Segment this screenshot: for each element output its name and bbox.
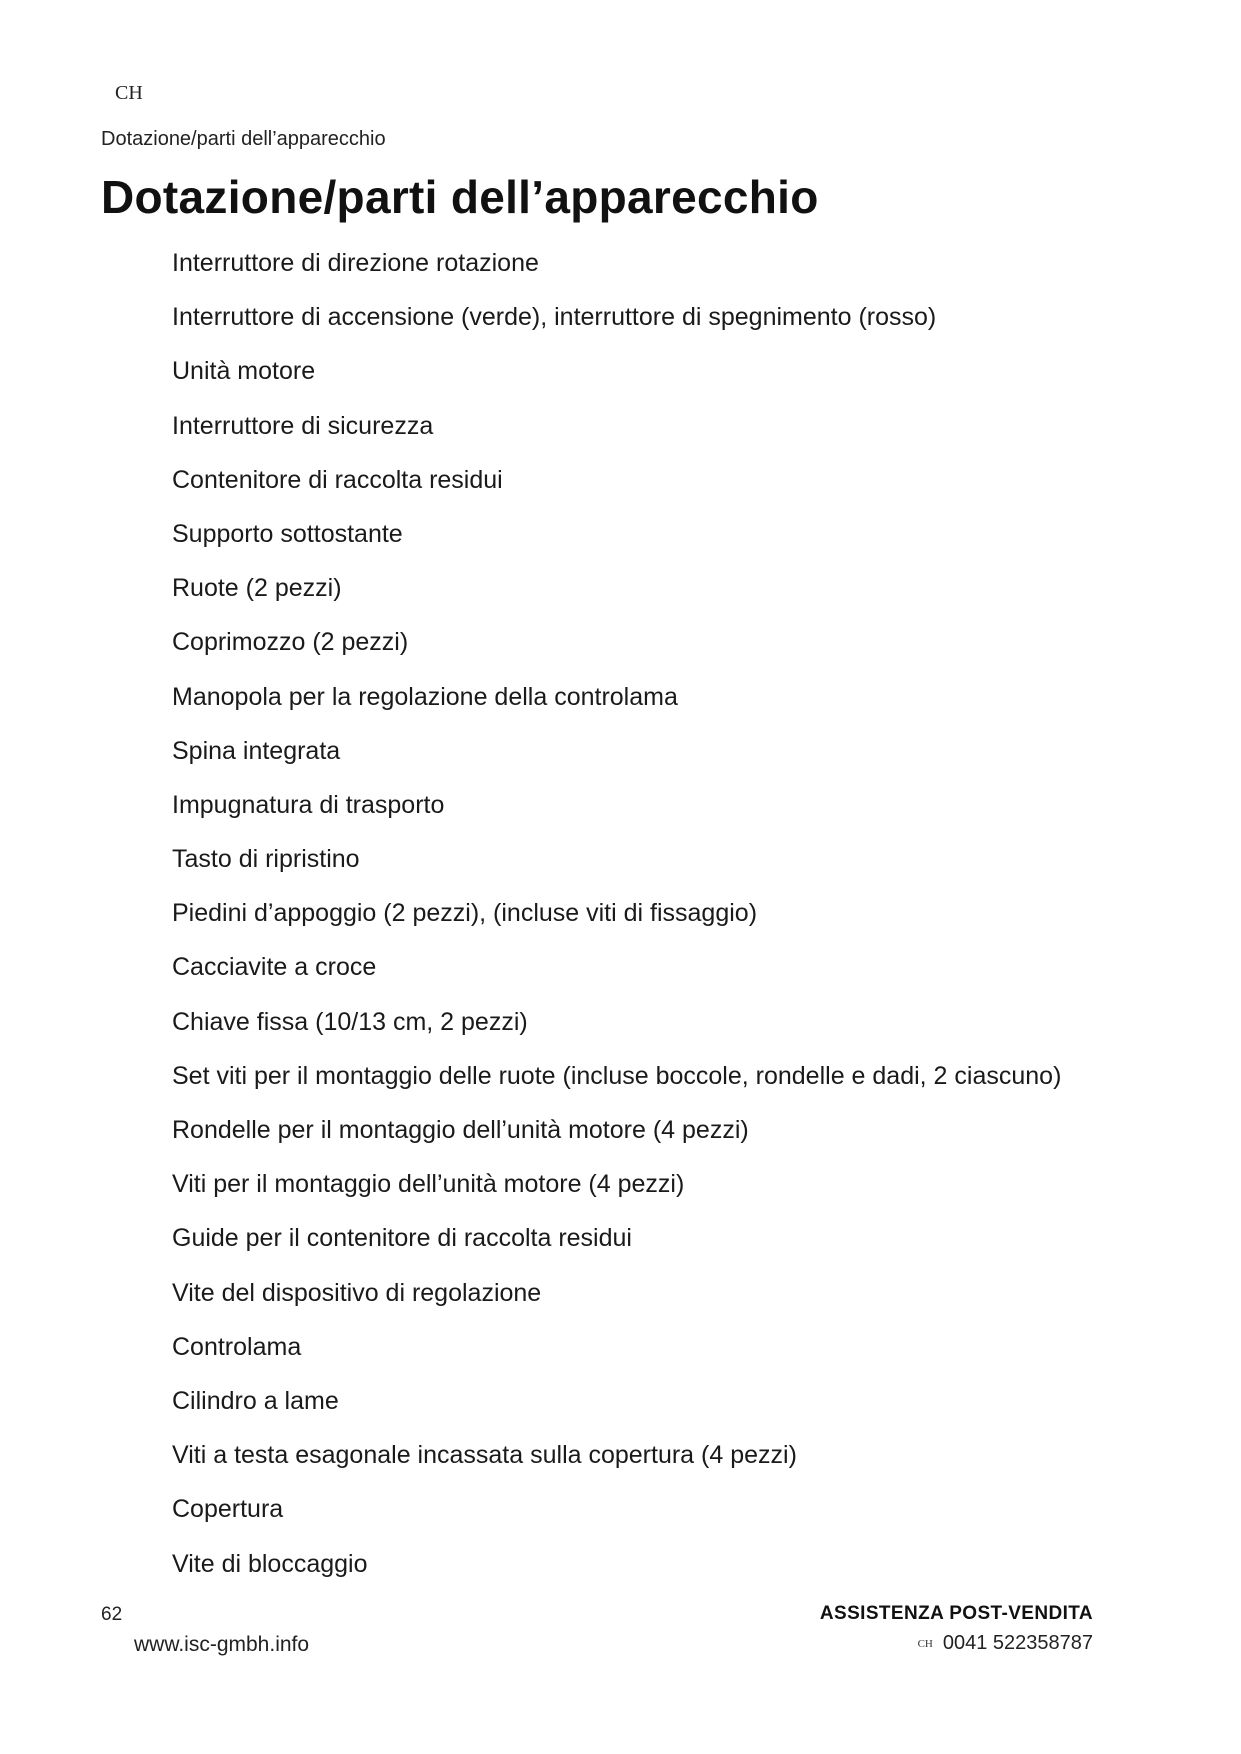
parts-list (172, 247, 1061, 1602)
list-item: Viti a testa esagonale incassata sulla copertura (4 pezzi) (172, 1441, 797, 1470)
service-phone-number: 0041 522358787 (942, 1632, 1093, 1654)
list-item: Guide per il contenitore di raccolta residui (172, 1224, 632, 1253)
list-item: Supporto sottostante (172, 519, 403, 548)
list-item: Tasto di ripristino (172, 845, 360, 874)
list-item: Contenitore di raccolta residui (172, 465, 503, 494)
list-item: Impugnatura di trasporto (172, 790, 445, 819)
list-item: Rondelle per il montaggio dell’unità motore (4 pezzi) (172, 1116, 749, 1144)
service-country-code: CH (917, 1638, 933, 1650)
list-item: Spina integrata (172, 736, 341, 765)
country-code: CH (115, 82, 143, 104)
list-item: Copertura (172, 1495, 284, 1524)
service-phone (918, 1632, 1093, 1655)
list-item: Controlama (172, 1332, 302, 1361)
list-item: Interruttore di direzione rotazione (172, 249, 539, 277)
list-item: Set viti per il montaggio delle ruote (incluse boccole, rondelle e dadi, 2 ciascuno) (172, 1061, 1062, 1090)
running-header: Dotazione/parti dell’apparecchio (101, 128, 386, 150)
list-item: Interruttore di accensione (verde), interruttore di spegnimento (rosso) (172, 303, 937, 332)
list-item: Cacciavite a croce (172, 953, 377, 982)
list-item: Viti per il montaggio dell’unità motore (4 pezzi) (172, 1170, 685, 1199)
list-item: Ruote (2 pezzi) (172, 574, 342, 603)
list-item: Coprimozzo (2 pezzi) (172, 628, 409, 657)
service-title: ASSISTENZA POST-VENDITA (819, 1603, 1093, 1624)
page-number: 62 (101, 1604, 123, 1625)
list-item: Unità motore (172, 357, 316, 386)
list-item: Vite del dispositivo di regolazione (172, 1278, 542, 1307)
list-item: Cilindro a lame (172, 1386, 339, 1415)
list-item: Interruttore di sicurezza (172, 411, 434, 440)
list-item: Chiave fissa (10/13 cm, 2 pezzi) (172, 1007, 528, 1036)
list-item: Piedini d’appoggio (2 pezzi), (incluse viti di fissaggio) (172, 899, 758, 928)
website-link[interactable]: www.isc-gmbh.info (134, 1633, 310, 1656)
page-title: Dotazione/parti dell’apparecchio (101, 171, 819, 223)
list-item: Vite di bloccaggio (172, 1549, 368, 1578)
list-item: Manopola per la regolazione della controlama (172, 682, 678, 711)
